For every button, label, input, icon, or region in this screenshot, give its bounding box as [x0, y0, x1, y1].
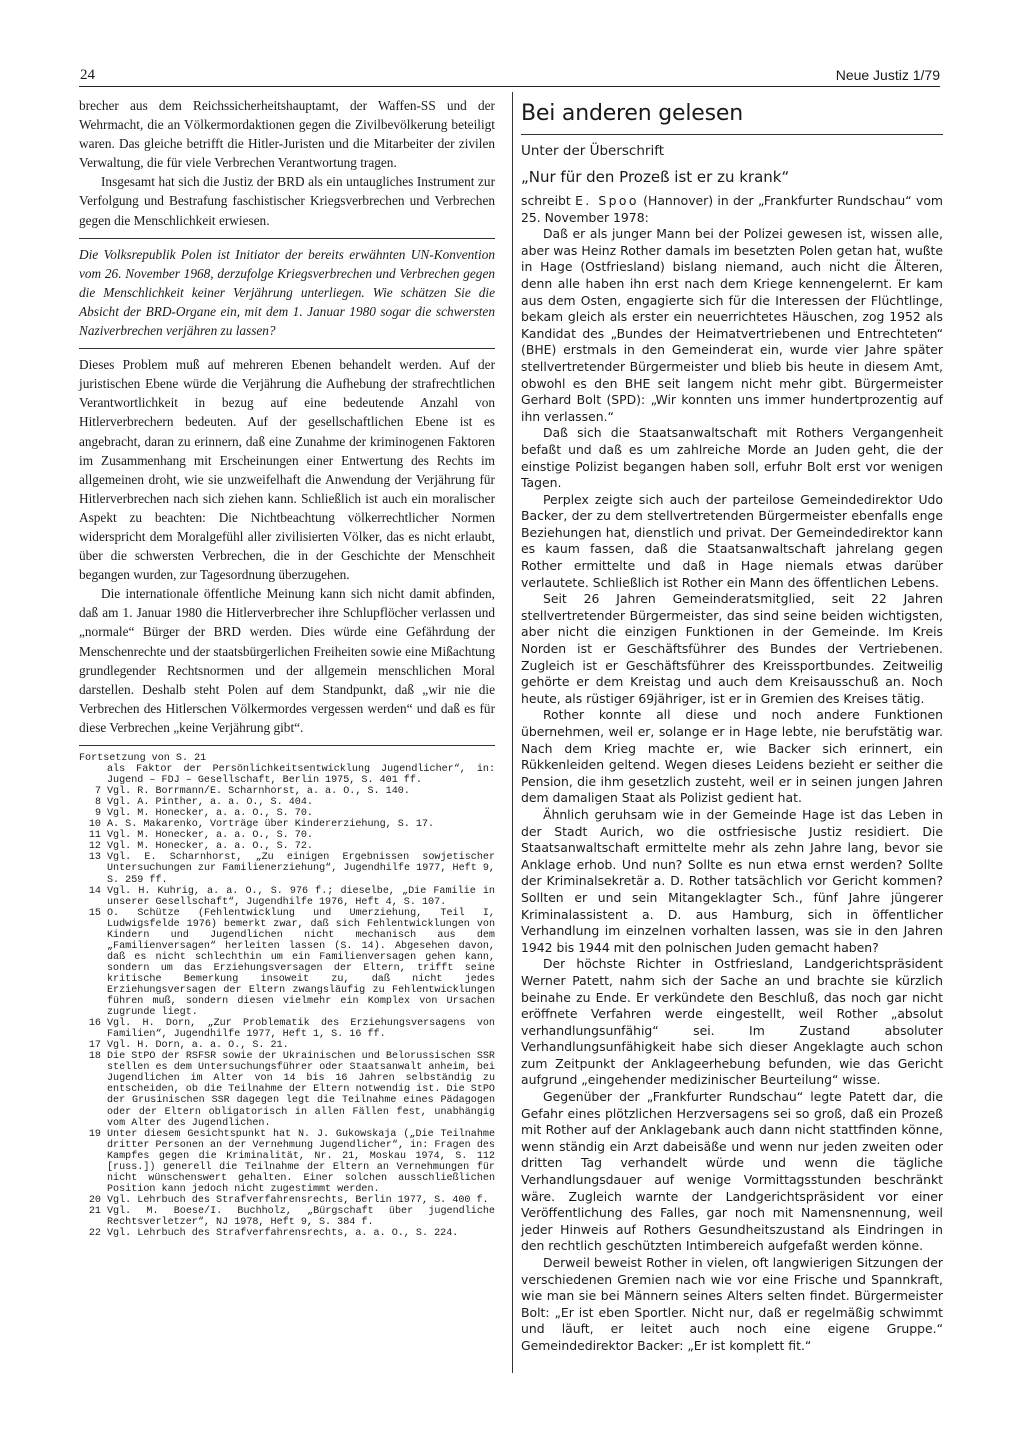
article-paragraph: Ähnlich geruhsam wie in der Gemeinde Hage ist das Leben in der Stadt Aurich, wo die ostfriesische Justiz residiert. Die Staatsanwaltschaft ermittelte mehr als zehn Jahre lang, bevor sie Anklage erhob. Und nun? Sollte es nun etwa ernst werden? Sollte der Kriminalsekretär a. D. Rother tatsächlich vor Gericht kommen? Sollten er und sein Mitangeklagter Sch., fünf Jahre jüngerer Kriminalassistent a. D. aus Hamburg, sich in öffentlicher Verhandlung im einzelnen vorhalten lassen, was sie in den Jahren 1942 bis 1944 mit den polnischen Juden gemacht haben?	[521, 806, 943, 955]
footnote-item	[79, 786, 495, 797]
intro-text: (Hannover) in der „Frankfurter Rundschau“ vom 25. November 1978:	[521, 193, 944, 225]
header-rule	[79, 86, 940, 87]
footnote-continuation: Fortsetzung von S. 21	[79, 753, 207, 764]
footnote-text: A. S. Makarenko, Vorträge über Kindererziehung, S. 17.	[107, 819, 435, 831]
footnote-number: 22	[88, 1228, 101, 1240]
footnote-item	[79, 908, 495, 1018]
intro-text: schreibt	[521, 193, 576, 208]
article-paragraph: Perplex zeigte sich auch der parteilose Gemeindedirektor Udo Backer, der zu dem stellvertretenden Bürgermeister ebenfalls enge Beziehungen hat, dienstlich und privat. Der Gemeindedirektor kann es kaum fassen, daß die Staatsanwaltschaft jahrelang gegen Rother ermittelte und daß in Hage niemals etwas darüber verlautete. Schließlich ist Rother ein Mann des öffentlichen Lebens.	[521, 491, 943, 590]
footnote-text: Vgl. R. Borrmann/E. Scharnhorst, a. a. O., S. 140.	[107, 786, 410, 798]
footnote-text: Vgl. M. Boese/I. Buchholz, „Bürgschaft über jugendliche Rechtsverletzer“, NJ 1978, Heft 9, S. 384 f.	[107, 1205, 495, 1228]
footnote-number: 19	[88, 1128, 101, 1140]
footnote-number: 16	[88, 1018, 101, 1030]
section-title: Bei anderen gelesen	[521, 101, 743, 126]
footnote-text: Vgl. H. Dorn, „Zur Problematik des Erziehungsversagens von Familien“, Jugendhilfe 1977, Heft 1, S. 16 ff.	[107, 1018, 495, 1041]
footnote-continuation-text: als Faktor der Persönlichkeitsentwicklung Jugendlicher“, in: Jugend – FDJ – Gesellschaft, Berlin 1975, S. 401 ff.	[107, 764, 495, 787]
footnote-item	[79, 1206, 495, 1228]
footnote-text: Vgl. E. Scharnhorst, „Zu einigen Ergebnissen sowjetischer Untersuchungen zur Familienerziehung“, Jugendhilfe 1977, Heft 9, S. 259 ff.	[107, 852, 495, 886]
footnote-text: Vgl. H. Kuhrig, a. a. O., S. 976 f.; dieselbe, „Die Familie in unserer Gesellschaft“, Jugendhilfe 1976, Heft 4, S. 107.	[107, 885, 495, 908]
paragraph: Die internationale öffentliche Meinung kann sich nicht damit abfinden, daß am 1. Januar 1980 die Hitlerverbrecher ihre Schlupflöcher verlassen und „normale“ Bürger der BRD werden. Dies würde eine Gefährdung der Menschenrechte und der staatsbürgerlichen Freiheiten sowie eine Mißachtung grundlegender Rechtsnormen und der allgemein menschlichen Moral darstellen. Deshalb steht Polen auf dem Standpunkt, daß „wir nie die Verbrechen des Hitlerschen Völkermordes vergessen werden“ und daß es für diese Verbrechen „keine Verjährung gibt“.	[79, 586, 495, 735]
footnote-number: 11	[88, 830, 101, 842]
article-paragraph: Daß er als junger Mann bei der Polizei gewesen ist, wissen alle, aber was Heinz Rother damals im besetzten Polen getan hat, wußte in Hage (Ostfriesland) bislang niemand, auch nicht die Älteren, denn alle haben ihn erst nach dem Kriege kennengelernt. Er kam aus dem Osten, engagierte sich für die Interessen der Flüchtlinge, bekam gleich als erster ein neuerrichtetes Häuschen, zog 1952 als Kandidat des „Bundes der Heimatvertriebenen und Entrechteten“ (BHE) erstmals in den Gemeinderat ein, wurde vier Jahre später stellvertretender Bürgermeister und blieb bis heute in diesem Amt, obwohl es den BHE seit langem nicht mehr gibt. Bürgermeister Gerhard Bolt (SPD): „Wir konnten uns immer hundertprozentig auf ihn verlassen.“	[521, 226, 943, 424]
column-divider	[512, 92, 513, 1373]
footnote-number: 13	[88, 852, 101, 864]
footnote-item	[79, 1129, 495, 1195]
article-paragraph: Der höchste Richter in Ostfriesland, Landgerichtspräsident Werner Patett, nahm sich der Sache an und brachte sie kürzlich beinahe zu Ende. Er verkündete den Beschluß, das noch gar nicht eröffnete Verfahren werde eingestellt, weil Rother „absolut verhandlungsunfähig“ sei. Im Zustand absoluter Verhandlungsunfähigkeit habe sich dieser Angeklagte auch schon zum Zeitpunkt der Anklageerhebung befunden, wie das Gericht aufgrund „eingehender medizinischer Beurteilung“ wisse.	[521, 956, 943, 1088]
footnote-text: Unter diesem Gesichtspunkt hat N. J. Gukowskaja („Die Teilnahme dritter Personen an der Vernehmung Jugendlicher“, in: Fragen des Kampfes gegen die Kriminalität, Nr. 21, Moskau 1974, S. 112 [russ.]) generell die Teilnahme der Eltern an Vernehmungen für nicht wünschenswert gehalten. Einer solchen ausschließlichen Position kann jedoch nicht zugestimmt werden.	[107, 1128, 495, 1195]
article-paragraph: Derweil beweist Rother in vielen, oft langwierigen Sitzungen der verschiedenen Gremien nach wie vor eine Frische und Spannkraft, wie man sie bei Männern seines Alters selten findet. Bürgermeister Bolt: „Er ist eben Sportler. Nicht nur, daß er regelmäßig schwimmt und läuft, er leitet auch noch eine eigene Gruppe.“ Gemeindedirektor Backer: „Er ist komplett fit.“	[521, 1255, 943, 1353]
footnote-number: 15	[88, 907, 101, 919]
footnote-item	[79, 819, 495, 830]
footnote-item	[79, 886, 495, 908]
footnote-item	[79, 797, 495, 808]
footnote-number: 18	[88, 1051, 101, 1063]
article-body	[521, 226, 943, 1354]
journal-issue: Neue Justiz 1/79	[835, 67, 940, 83]
paragraph: brecher aus dem Reichssicherheitshauptamt, der Waffen-SS und der Wehrmacht, die an Völkermordaktionen gegen die Zivilbevölkerung beteiligt waren. Das gleiche betrifft die Hitler-Juristen und die Mitarbeiter der zivilen Verwaltung, die für viele Verbrechen Verantwortung tragen.	[79, 98, 495, 171]
footnote-text: Vgl. M. Honecker, a. a. O., S. 70.	[107, 830, 313, 842]
footnote-number: 17	[88, 1040, 101, 1052]
question-rule-top	[79, 238, 495, 239]
author-name: E. Spoo	[575, 193, 639, 208]
footnote-text: Vgl. M. Honecker, a. a. O., S. 70.	[107, 808, 313, 820]
article-headline: „Nur für den Prozeß ist er zu krank“	[521, 168, 790, 186]
footnote-item	[79, 1018, 495, 1040]
footnote-item	[79, 1040, 495, 1051]
right-column	[521, 96, 943, 1355]
interview-question: Die Volksrepublik Polen ist Initiator der bereits erwähnten UN-Konvention vom 26. November 1968, derzufolge Kriegsverbrechen und Verbrechen gegen die Menschlichkeit keiner Verjährung unterliegen. Wie schätzen Sie die Absicht der BRD-Organe ein, mit dem 1. Januar 1980 sogar die schwersten Naziverbrechen verjähren zu lassen?	[79, 246, 495, 339]
footnote-text: O. Schütze (Fehlentwicklung und Umerziehung, Teil I, Ludwigsfelde 1976) bemerkt zwar, daß sich Fehlentwicklungen von Kindern und Jugendlichen nicht mechanisch aus dem „Familienversagen“ herleiten lassen (S. 14). Abgesehen davon, daß es nicht schlechthin um ein Familienversagen gehen kann, sondern um das Erziehungsversagen der Eltern, trifft seine kritische Bemerkung insoweit zu, daß nicht jedes Erziehungsversagen der Eltern zwangsläufig zu Fehlentwicklungen führen muß, sondern diesen vielmehr ein Komplex von Ursachen zugrunde liegt.	[107, 907, 495, 1019]
footnote-item	[79, 841, 495, 852]
footnotes	[79, 753, 495, 1239]
section-rule	[521, 134, 943, 135]
footnote-item	[79, 808, 495, 819]
article-paragraph: Seit 26 Jahren Gemeinderatsmitglied, seit 22 Jahren stellvertretender Bürgermeister, das sind seine beiden wichtigsten, aber nicht die einzigen Funktionen in der Gemeinde. Im Kreis Norden ist er Geschäftsführer des Bundes der Vertriebenen. Zugleich ist er Geschäftsführer des Kreissportbundes. Zeitweilig gehörte er dem Kreistag und auch dem Kreisausschuß an. Noch heute, als rüstiger 69jähriger, ist er in Gremien des Kreises tätig.	[521, 591, 943, 706]
footnote-item	[79, 1051, 495, 1128]
footnote-list	[79, 786, 495, 1239]
footnote-item	[79, 1195, 495, 1206]
article-paragraph: Gegenüber der „Frankfurter Rundschau“ legte Patett dar, die Gefahr eines plötzlichen Herzversagens sei so groß, daß ein Prozeß mit Rother auf der Anklagebank auch dann nicht stattfinden könne, wenn ständig ein Arzt dabeisäße und wenn nur jeden zweiten oder dritten Tag verhandelt würde und wenn die tägliche Verhandlungsdauer auf wenige Vormittagsstunden beschränkt wäre. Zugleich warnte der Landgerichtspräsident vor einer Veröffentlichung des Falles, gar noch mit Namensnennung, weil jeder Hinweis auf Rothers Gesundheitszustand als Eindringen in den rechtlich geschützten Intimbereich aufgefaßt werden könne.	[521, 1089, 943, 1254]
intro-paragraph	[521, 193, 943, 226]
footnote-text: Vgl. Lehrbuch des Strafverfahrensrechts, a. a. O., S. 224.	[107, 1228, 459, 1240]
footnote-number: 12	[88, 841, 101, 853]
footnote-text: Vgl. M. Honecker, a. a. O., S. 72.	[107, 841, 313, 853]
footnote-item	[79, 852, 495, 885]
section-overline: Unter der Überschrift	[521, 143, 665, 159]
footnote-number: 10	[88, 819, 101, 831]
page-number: 24	[80, 67, 95, 83]
footnote-text: Vgl. Lehrbuch des Strafverfahrensrechts, Berlin 1977, S. 400 f.	[107, 1194, 489, 1206]
footnote-number: 7	[94, 786, 101, 798]
article-paragraph: Daß sich die Staatsanwaltschaft mit Rothers Vergangenheit befaßt und daß es um zahlreiche Morde an Juden geht, die der einstige Polizist begangen haben soll, erfuhr Bolt erst vor wenigen Tagen.	[521, 425, 943, 491]
footnote-item	[79, 1228, 495, 1239]
footnote-number: 8	[94, 797, 101, 809]
footnote-number: 20	[88, 1194, 101, 1206]
footnote-text: Vgl. H. Dorn, a. a. O., S. 21.	[107, 1040, 289, 1052]
question-rule-bottom	[79, 348, 495, 349]
footnote-text: Vgl. A. Pinther, a. a. O., S. 404.	[107, 797, 313, 809]
paragraph: Insgesamt hat sich die Justiz der BRD als ein untaugliches Instrument zur Verfolgung und Bestrafung faschistischer Kriegsverbrechen und Verbrechen gegen die Menschlichkeit erwiesen.	[79, 174, 495, 228]
left-column	[79, 96, 495, 1239]
footnote-number: 21	[88, 1205, 101, 1217]
paragraph: Dieses Problem muß auf mehreren Ebenen behandelt werden. Auf der juristischen Ebene würde die Verjährung die Aufhebung der strafrechtlichen Verantwortlichkeit in bezug auf eine bedeutende Anzahl von Hitlerverbrechern bedeuten. Auf der gesellschaftlichen Ebene ist es angebracht, daran zu erinnern, daß eine Zunahme der kriminogenen Faktoren im Zusammenhang mit Erscheinungen einer Entwertung des Rechts im allgemeinen droht, wie sie unzweifelhaft die Anwendung der Verjährung für Hitlerverbrechen nach sich ziehen kann. Schließlich ist auch ein moralischer Aspekt zu beachten: Die Nichtbeachtung völkerrechtlicher Normen widerspricht dem Moralgefühl aller zivilisierten Völker, das es nicht erlaubt, über die schwersten Verbrechen, die in der Geschichte der Menschheit begangen wurden, zur Tagesordnung überzugehen.	[79, 357, 495, 583]
article-paragraph: Rother konnte all diese und noch andere Funktionen übernehmen, weil er, solange er in Hage lebte, nie berufstätig war. Nach dem Krieg machte er, wie Backer sich erinnert, ein Rükkenleiden geltend. Wegen dieses Leidens bezieht er seither die Pension, die ihm gesetzlich zusteht, weil er in seinen jungen Jahren dem damaligen Staat als Polizist gedient hat.	[521, 707, 943, 806]
footnote-text: Die StPO der RSFSR sowie der Ukrainischen und Belorussischen SSR stellen es dem Untersuchungsführer oder Staatsanwalt anheim, bei Jugendlichen im Alter von 14 bis 16 Jahren selbständig zu entscheiden, ob die Teilnahme der Eltern notwendig ist. Die StPO der Grusinischen SSR dagegen legt die Teilnahme eines Pädagogen oder der Eltern obligatorisch in allen Fällen fest, unabhängig vom Alter des Jugendlichen.	[107, 1051, 495, 1129]
footnote-item	[79, 830, 495, 841]
footnote-number: 14	[88, 885, 101, 897]
footnote-number: 9	[94, 808, 101, 820]
footnote-rule	[79, 745, 495, 746]
